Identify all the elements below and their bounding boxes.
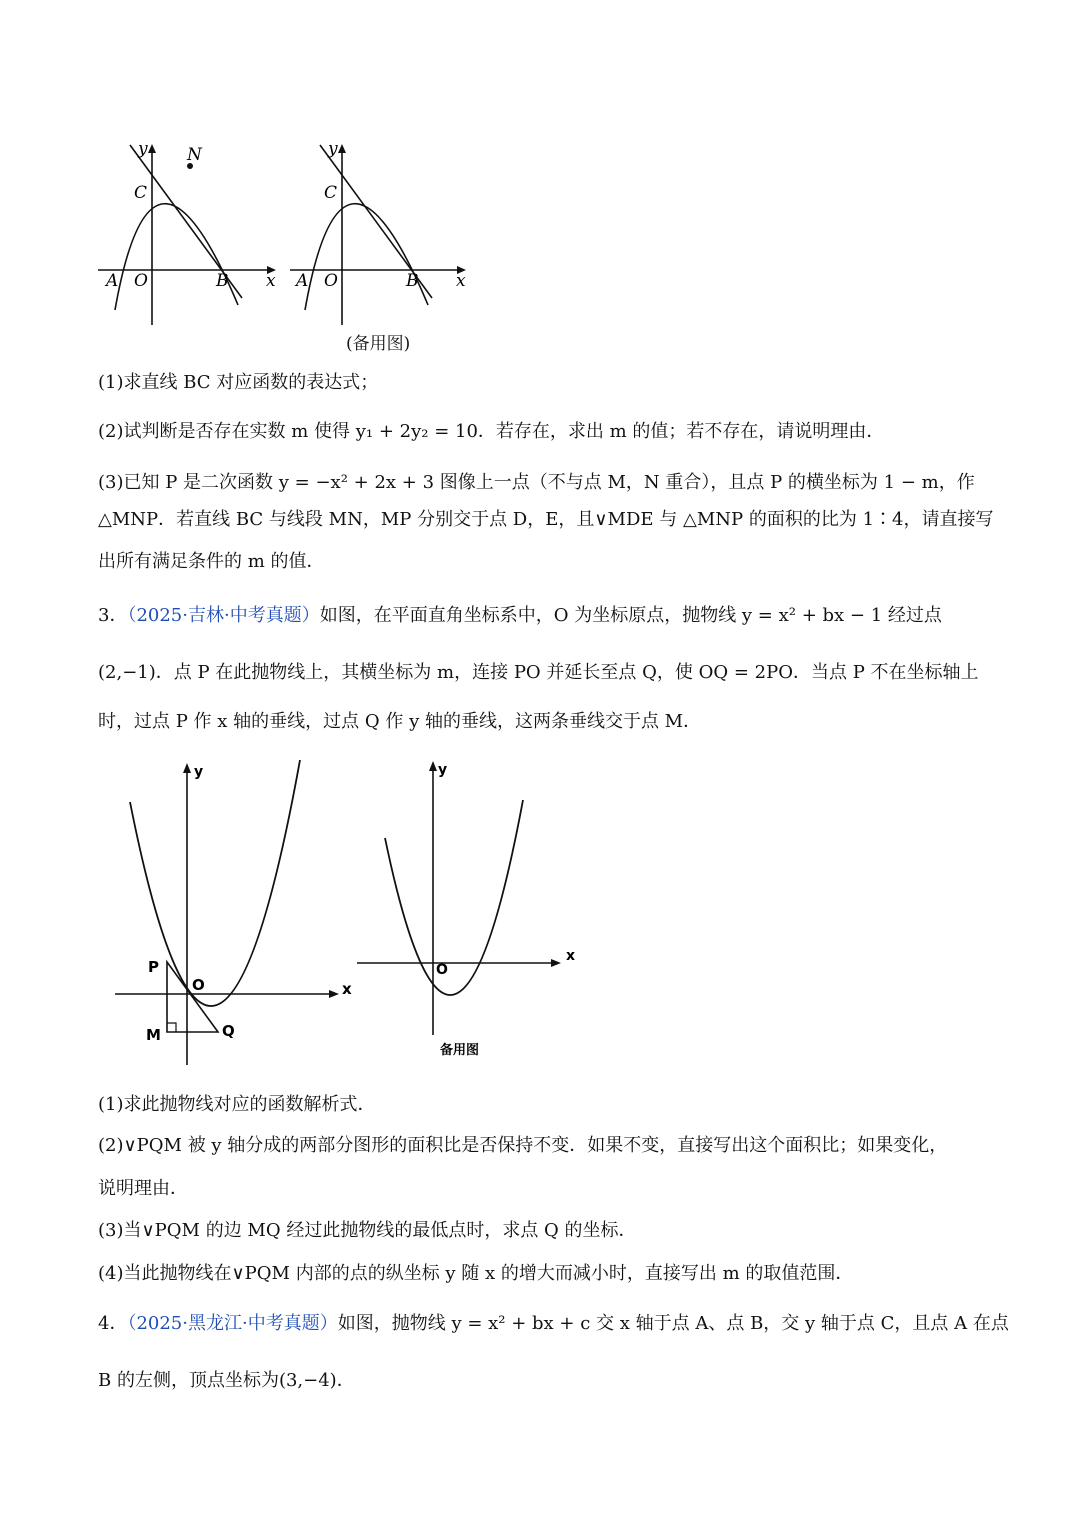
parabola <box>385 800 523 995</box>
triangle-pqm <box>167 962 218 1032</box>
label-a: A <box>296 271 309 291</box>
y-axis-arrow <box>429 761 437 771</box>
label-a: A <box>106 271 119 291</box>
q4-number: 4． <box>98 1313 128 1334</box>
figure-1-caption: (备用图) <box>346 334 411 354</box>
q3-sub2-line1: (2)∨PQM 被 y 轴分成的两部分图形的面积比是否保持不变．如果不变，直接写出这个面积比；如果变化， <box>98 1135 948 1156</box>
q3-sub3: (3)当∨PQM 的边 MQ 经过此抛物线的最低点时，求点 Q 的坐标． <box>98 1220 637 1241</box>
q2-sub3-line1: (3)已知 P 是二次函数 y = −x² + 2x + 3 图像上一点（不与点 M，N 重合），且点 P 的横坐标为 1 − m，作 <box>98 472 975 493</box>
label-y: y <box>138 139 148 159</box>
y-axis-arrow <box>183 763 191 773</box>
q4-line1-text: 如图，抛物线 y = x² + bx + c 交 x 轴于点 A、点 B，交 y 轴于点 C，且点 A 在点 <box>337 1313 1009 1334</box>
label-p: P <box>148 958 159 976</box>
figure-3-spare <box>352 760 582 1070</box>
figure-1-panel-2 <box>282 140 472 340</box>
label-o: O <box>134 271 148 291</box>
label-m: M <box>146 1026 161 1044</box>
label-y: y <box>328 139 338 159</box>
label-x: x <box>456 271 466 291</box>
figure-caption: 备用图 <box>440 1043 480 1058</box>
label-b: B <box>216 271 229 291</box>
q4-line1 <box>98 1309 1009 1335</box>
label-n: N <box>187 145 202 165</box>
q3-line3: 时，过点 P 作 x 轴的垂线，过点 Q 作 y 轴的垂线，这两条垂线交于点 M． <box>98 711 702 732</box>
q3-sub1: (1)求此抛物线对应的函数解析式． <box>98 1094 376 1115</box>
figure-1-panel-1 <box>90 140 280 340</box>
y-axis-arrow <box>148 144 156 153</box>
q2-sub2: (2)试判断是否存在实数 m 使得 y₁ + 2y₂ = 10．若存在，求出 m 的值；若不存在，请说明理由． <box>98 421 885 442</box>
q2-sub3-line2: △MNP．若直线 BC 与线段 MN，MP 分别交于点 D，E，且∨MDE 与 △MNP 的面积的比为 1∶4，请直接写 <box>98 509 994 530</box>
q3-line1 <box>98 601 942 627</box>
figure-3-main <box>110 760 360 1070</box>
q3-line2: (2,−1)．点 P 在此抛物线上，其横坐标为 m，连接 PO 并延长至点 Q，使 OQ = 2PO．当点 P 不在坐标轴上 <box>98 662 979 683</box>
label-q: Q <box>222 1022 235 1040</box>
parabola <box>115 204 238 310</box>
label-x: x <box>266 271 276 291</box>
q3-source[interactable]: （2025·吉林·中考真题） <box>127 605 320 626</box>
label-c: C <box>324 183 338 203</box>
q2-sub3-line3: 出所有满足条件的 m 的值． <box>98 551 325 572</box>
y-axis-arrow <box>338 144 346 153</box>
q3-sub2-line2: 说明理由． <box>98 1178 188 1199</box>
label-b: B <box>406 271 419 291</box>
label-x: x <box>342 980 352 998</box>
q2-sub1: (1)求直线 BC 对应函数的表达式； <box>98 372 379 393</box>
x-axis-arrow <box>329 990 339 998</box>
parabola <box>305 204 428 310</box>
q4-source[interactable]: （2025·黑龙江·中考真题） <box>127 1313 338 1334</box>
x-axis-arrow <box>551 959 561 967</box>
label-o: O <box>192 976 205 994</box>
label-x: x <box>566 948 576 964</box>
q4-line2: B 的左侧，顶点坐标为(3,−4)． <box>98 1370 355 1391</box>
label-o: O <box>324 271 338 291</box>
q3-number: 3． <box>98 605 128 626</box>
label-y: y <box>194 764 204 780</box>
q3-line1-text: 如图，在平面直角坐标系中，O 为坐标原点，抛物线 y = x² + bx − 1 经过点 <box>319 605 942 626</box>
right-angle-mark <box>167 1023 176 1032</box>
label-o: O <box>436 962 448 978</box>
label-c: C <box>134 183 148 203</box>
label-y: y <box>438 762 448 778</box>
q3-sub4: (4)当此抛物线在∨PQM 内部的点的纵坐标 y 随 x 的增大而减小时，直接写出 m 的取值范围． <box>98 1263 854 1284</box>
